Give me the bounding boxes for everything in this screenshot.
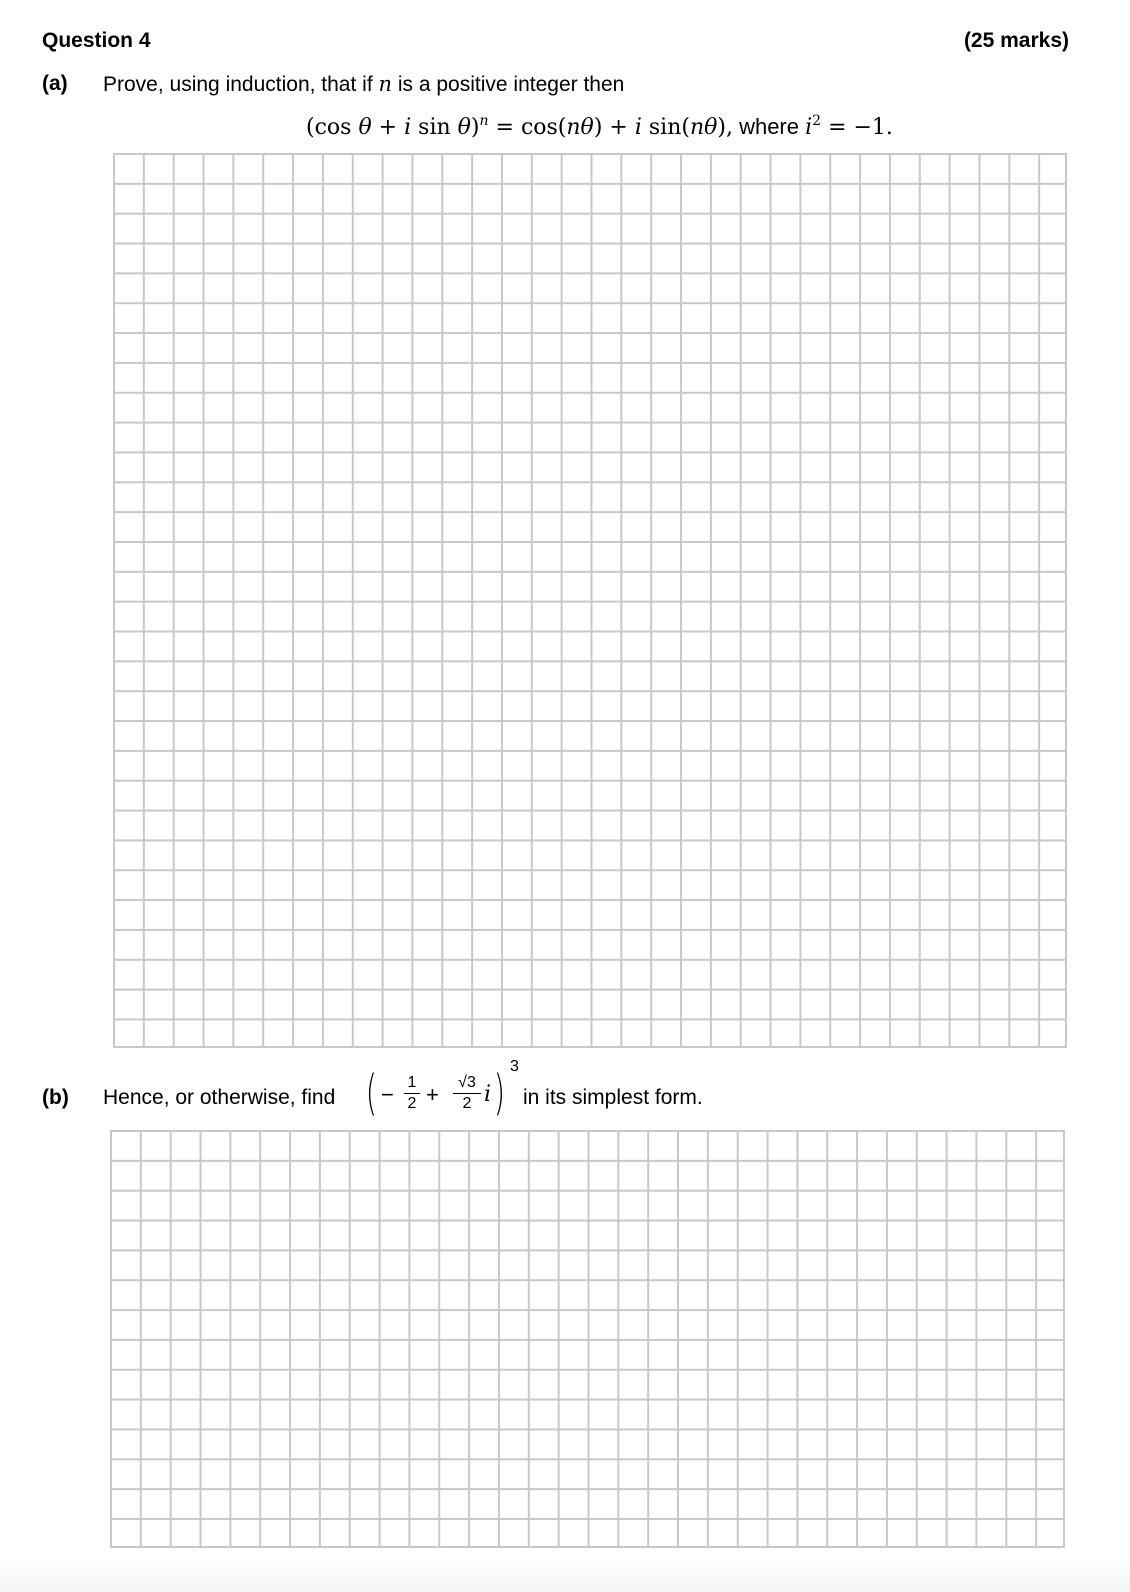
frac1-bar [404, 1093, 420, 1094]
formula-ntheta: nθ [566, 115, 594, 140]
formula-close: ), [717, 115, 733, 140]
expr-open-paren: ( [365, 1065, 377, 1121]
part-a-label: (a) [42, 72, 68, 95]
part-b-text-after: in its simplest form. [523, 1086, 703, 1109]
formula-i: i [634, 115, 642, 140]
frac2-denominator: 2 [462, 1095, 472, 1112]
formula-power: n [479, 113, 489, 129]
frac1-numerator: 1 [407, 1074, 417, 1091]
formula-ntheta: nθ [689, 115, 718, 140]
formula-plus: + [371, 115, 405, 140]
part-a-text [103, 72, 624, 97]
expr-plus: + [426, 1082, 439, 1107]
formula-close: ) [593, 115, 603, 140]
frac2-numerator: √3 [458, 1074, 476, 1091]
frac2-bar [453, 1093, 481, 1094]
expr-close-paren: ) [493, 1065, 505, 1121]
part-a-text-before: Prove, using induction, that if [103, 73, 379, 96]
answer-grid-part-b[interactable] [110, 1130, 1065, 1548]
formula-equals: = [488, 115, 521, 140]
part-a-text-after: is a positive integer then [392, 73, 625, 96]
formula-lhs-open: (cos [306, 115, 359, 140]
frac1-denominator: 2 [407, 1095, 417, 1112]
answer-grid-part-a[interactable] [113, 153, 1067, 1048]
var-n: n [378, 72, 393, 96]
formula-rhs: = −1. [821, 115, 893, 140]
expr-minus: − [381, 1082, 394, 1107]
expr-fraction-root3 [453, 1074, 481, 1113]
expr-exponent: 3 [510, 1058, 519, 1075]
page-bottom-shade [0, 1562, 1130, 1592]
part-b-text-before: Hence, or otherwise, find [103, 1086, 336, 1109]
question-title: Question 4 [42, 29, 151, 52]
formula-sin: sin [411, 115, 458, 140]
de-moivre-formula [306, 113, 893, 140]
question-marks: (25 marks) [963, 29, 1069, 52]
formula-close: ) [470, 115, 480, 140]
formula-cos: cos( [520, 115, 567, 140]
formula-i: i [404, 115, 412, 140]
formula-sin: sin( [641, 115, 690, 140]
expr-fraction-half [404, 1074, 420, 1113]
formula-where: where [732, 114, 806, 139]
part-b-label: (b) [42, 1086, 69, 1109]
formula-i: i [805, 115, 813, 140]
formula-plus: + [602, 115, 635, 140]
formula-theta: θ [358, 115, 372, 140]
formula-theta: θ [457, 115, 471, 140]
expr-imaginary-unit: i [484, 1082, 492, 1107]
complex-expression [365, 1058, 528, 1128]
formula-square: 2 [812, 113, 822, 129]
